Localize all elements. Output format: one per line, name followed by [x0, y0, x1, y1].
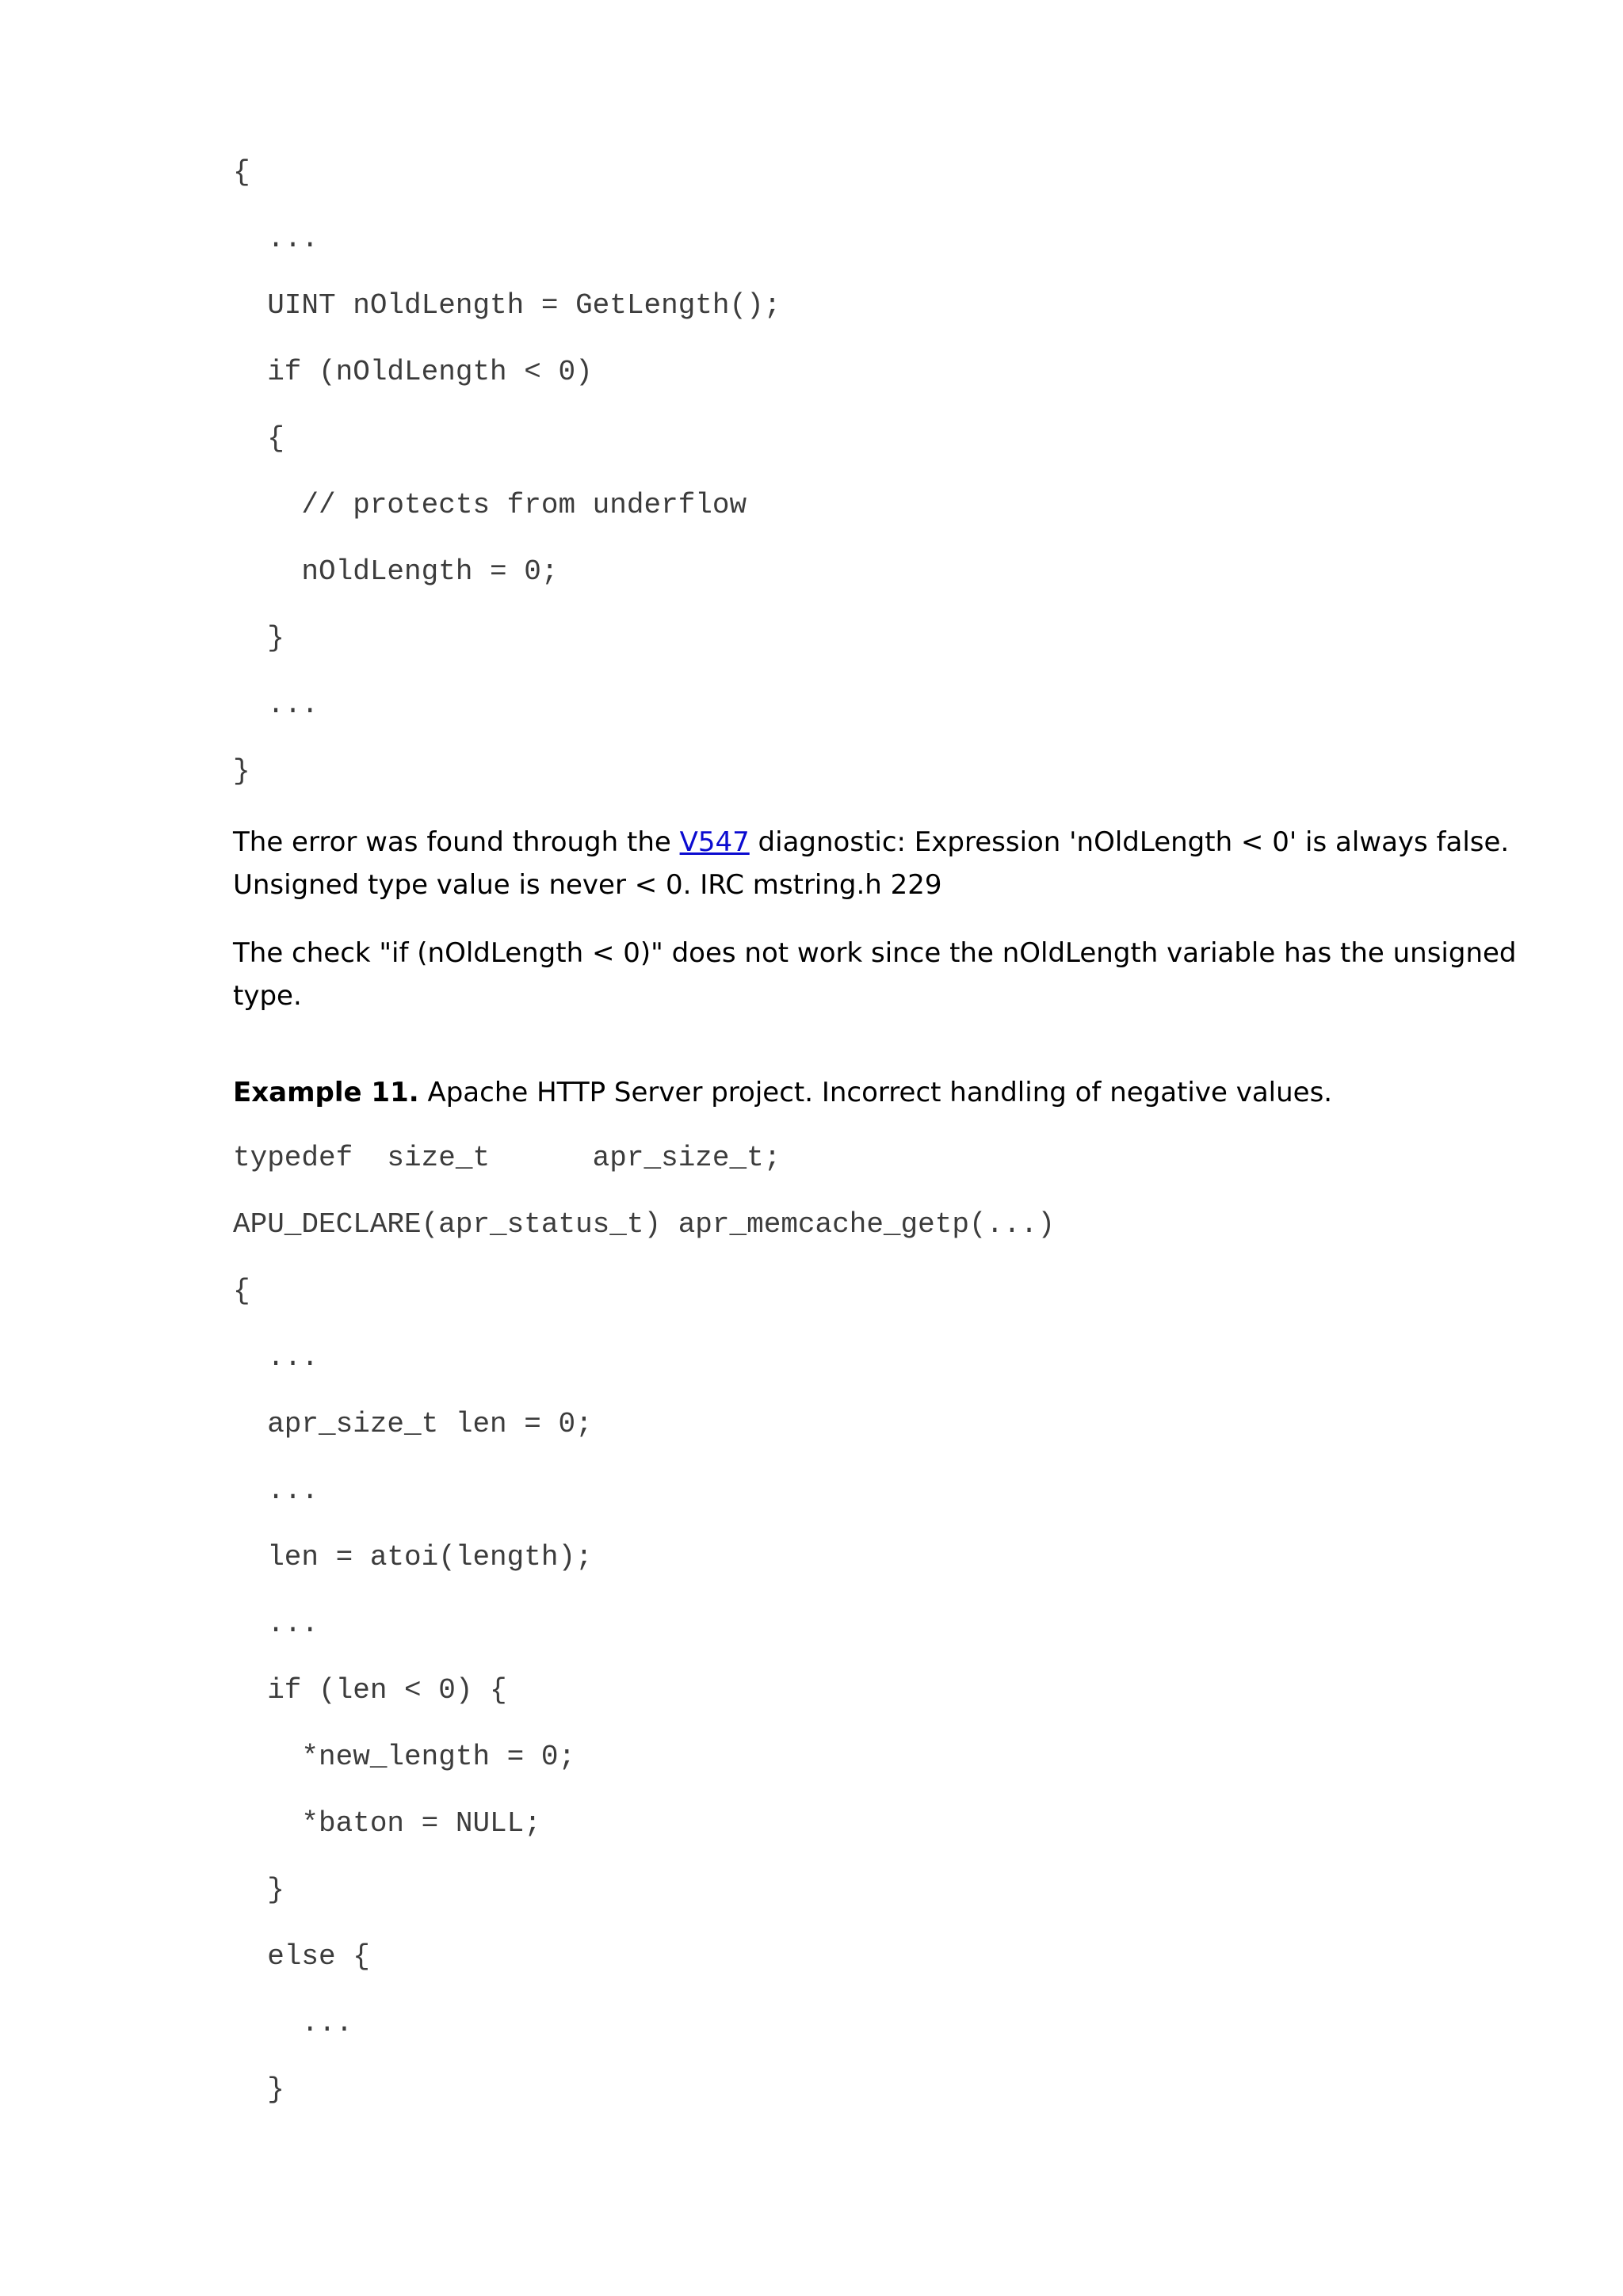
- code-line: }: [233, 1874, 285, 1906]
- code-line: typedef size_t apr_size_t;: [233, 1142, 781, 1174]
- code-line: if (nOldLength < 0): [233, 356, 593, 388]
- code-line: ...: [233, 223, 319, 255]
- code-line: ...: [233, 2007, 353, 2039]
- diagnostic-paragraph: [233, 821, 1517, 906]
- code-line: {: [233, 1275, 250, 1307]
- code-line: }: [233, 2073, 285, 2106]
- example-title: Apache HTTP Server project. Incorrect handling of negative values.: [418, 1077, 1333, 1108]
- code-line: ...: [233, 1341, 319, 1374]
- v547-link[interactable]: V547: [679, 826, 750, 858]
- code-line: {: [233, 422, 285, 455]
- example-heading: [233, 1071, 1517, 1114]
- code-line: *baton = NULL;: [233, 1807, 541, 1840]
- example-label: Example 11.: [233, 1077, 419, 1108]
- code-line: {: [233, 156, 250, 189]
- explanation-paragraph: The check "if (nOldLength < 0)" does not work since the nOldLength variable has the unsigned type.: [233, 937, 1517, 1012]
- code-line: apr_size_t len = 0;: [233, 1408, 593, 1440]
- paragraph-text: diagnostic: Expression 'nOldLength < 0' is always false. Unsigned type value is never < 0. IRC mstring.h 229: [233, 826, 1510, 901]
- code-line: ...: [233, 688, 319, 721]
- code-line: len = atoi(length);: [233, 1541, 593, 1573]
- code-line: else {: [233, 1940, 370, 1973]
- code-line: UINT nOldLength = GetLength();: [233, 289, 781, 322]
- code-line: if (len < 0) {: [233, 1674, 507, 1707]
- code-line: APU_DECLARE(apr_status_t) apr_memcache_getp(...): [233, 1208, 1055, 1241]
- code-line: nOldLength = 0;: [233, 555, 559, 588]
- code-line: ...: [233, 1608, 319, 1640]
- code-line: }: [233, 622, 285, 654]
- code-line: ...: [233, 1474, 319, 1507]
- code-line: // protects from underflow: [233, 489, 747, 521]
- code-line: *new_length = 0;: [233, 1741, 576, 1773]
- code-line: }: [233, 755, 250, 788]
- paragraph-text: The error was found through the: [233, 826, 680, 858]
